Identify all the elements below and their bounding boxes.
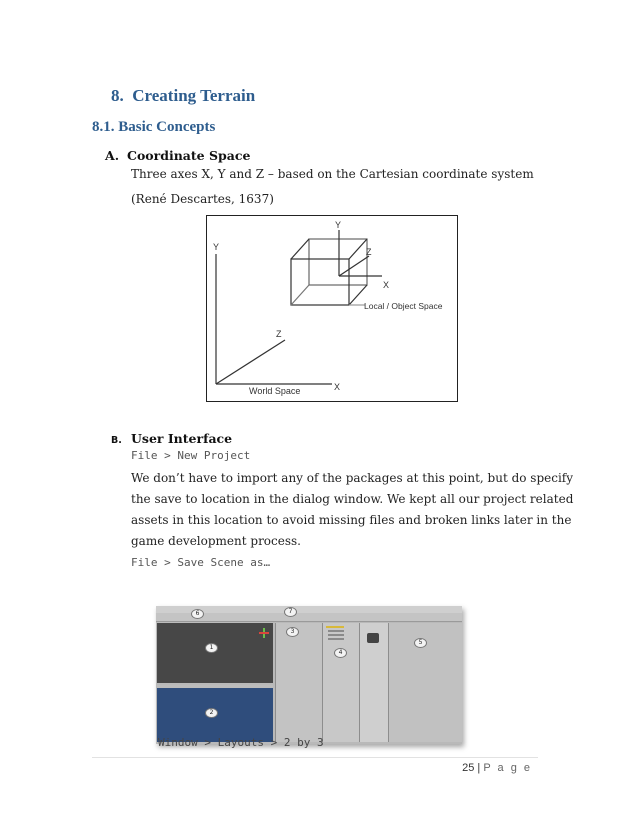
section-title: Basic Concepts xyxy=(118,119,216,135)
page-footer xyxy=(462,762,532,774)
user-interface-paragraph xyxy=(131,468,574,552)
subsection-a-heading xyxy=(105,148,250,163)
paragraph-line-4: game development process. xyxy=(131,534,301,548)
coordinate-line-2: (René Descartes, 1637) xyxy=(131,192,274,206)
page-separator: | xyxy=(477,762,481,774)
new-project-command: File > New Project xyxy=(131,449,251,462)
chapter-heading xyxy=(111,86,255,106)
page-label: P a g e xyxy=(483,762,532,774)
badge-4: 4 xyxy=(334,648,347,658)
coordinate-line-1: Three axes X, Y and Z – based on the Cartesian coordinate system xyxy=(131,167,534,181)
footer-divider xyxy=(92,757,538,758)
world-y-label: Y xyxy=(213,242,220,252)
coordinate-diagram xyxy=(207,216,456,400)
scene-gizmo-icon xyxy=(259,628,269,638)
cube-back-face xyxy=(309,239,367,285)
local-z-label: Z xyxy=(366,247,372,257)
subsection-b-heading xyxy=(111,431,232,446)
project-assets-panel xyxy=(359,623,388,742)
unity-editor-screenshot xyxy=(156,606,462,744)
subsection-b-marker: B. xyxy=(111,435,122,446)
badge-3: 3 xyxy=(286,627,299,637)
chapter-number: 8. xyxy=(111,86,124,105)
project-panel xyxy=(322,623,359,742)
save-scene-command: File > Save Scene as… xyxy=(131,556,271,569)
world-x-label: X xyxy=(334,382,341,392)
local-y-label: Y xyxy=(335,220,342,230)
badge-5: 5 xyxy=(414,638,427,648)
page-number: 25 xyxy=(462,762,475,774)
cube-front-face xyxy=(291,259,349,305)
layout-caption: Window > Layouts > 2 by 3 xyxy=(158,736,324,749)
section-heading xyxy=(92,119,215,136)
paragraph-line-3: assets in this location to avoid missing files and broken links later in the xyxy=(131,513,572,527)
subsection-a-title: Coordinate Space xyxy=(127,148,251,163)
subsection-b-title: User Interface xyxy=(131,431,233,446)
local-x-label: X xyxy=(383,280,390,290)
coordinate-space-text xyxy=(131,164,534,210)
local-space-label: Local / Object Space xyxy=(364,301,443,311)
scene-view-panel xyxy=(157,623,273,683)
paragraph-line-1: We don’t have to import any of the packages at this point, but do specify xyxy=(131,471,574,485)
coordinate-space-figure xyxy=(206,215,458,402)
subsection-a-marker: A. xyxy=(105,148,120,163)
world-space-label: World Space xyxy=(249,386,301,396)
hierarchy-panel xyxy=(275,623,322,742)
chapter-title: Creating Terrain xyxy=(132,86,256,105)
world-z-label: Z xyxy=(276,329,282,339)
unity-logo-icon xyxy=(367,633,379,643)
badge-2: 2 xyxy=(205,708,218,718)
section-number: 8.1. xyxy=(92,119,115,135)
badge-1: 1 xyxy=(205,643,218,653)
world-z-axis xyxy=(216,340,285,384)
badge-6: 6 xyxy=(191,609,204,619)
paragraph-line-2: the save to location in the dialog window. We kept all our project related xyxy=(131,492,574,506)
badge-7: 7 xyxy=(284,607,297,617)
